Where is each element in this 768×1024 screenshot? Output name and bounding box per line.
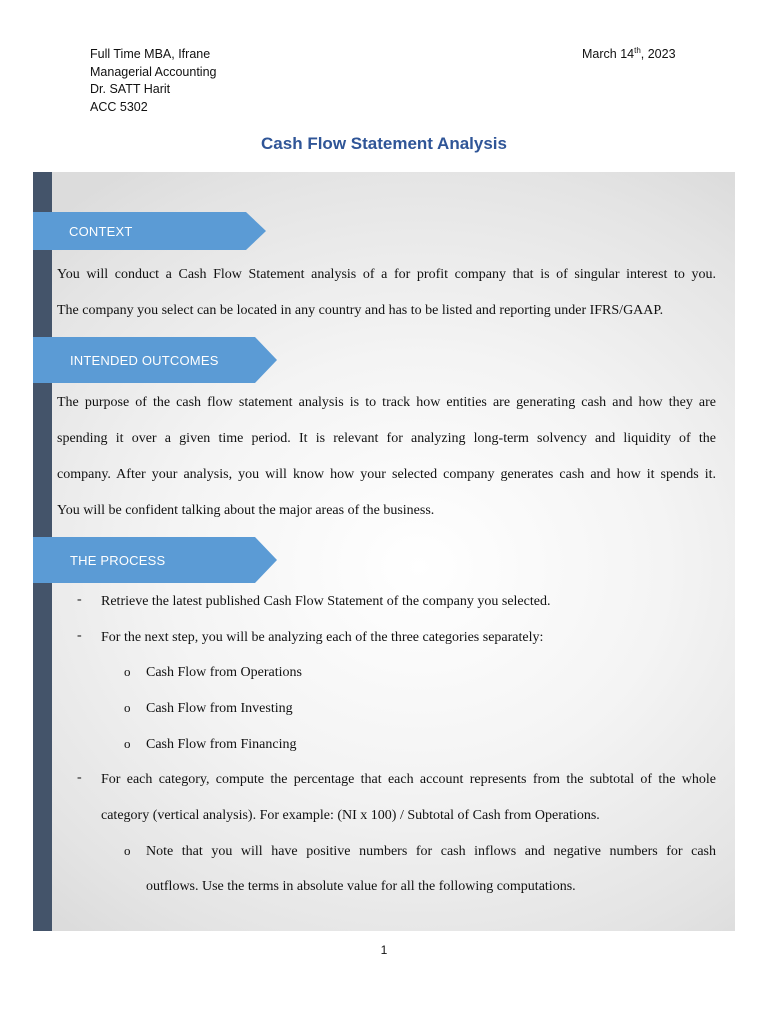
section-banner-context xyxy=(33,212,133,250)
sub-item-operations: Cash Flow from Operations xyxy=(146,665,302,680)
course-line: Managerial Accounting xyxy=(90,64,217,79)
dash-bullet: - xyxy=(77,628,82,643)
banner-arrow-shape xyxy=(33,212,266,250)
sub-item-investing: Cash Flow from Investing xyxy=(146,701,293,716)
section-banner-outcomes xyxy=(33,341,219,379)
section-banner-process xyxy=(33,541,165,579)
dash-bullet: - xyxy=(77,770,82,785)
document-date: March 14th, 2023 xyxy=(582,45,676,61)
process-step-3: For each category, compute the percentage that each account represents from the subtotal of the whole xyxy=(101,772,716,787)
process-step-1: Retrieve the latest published Cash Flow Statement of the company you selected. xyxy=(101,594,551,609)
header-info xyxy=(90,46,216,116)
page-title: Cash Flow Statement Analysis xyxy=(261,134,507,153)
circle-bullet: o xyxy=(124,664,131,679)
course-code-line: ACC 5302 xyxy=(90,99,148,114)
section-label: INTENDED OUTCOMES xyxy=(70,352,219,368)
instructor-line: Dr. SATT Harit xyxy=(90,82,171,96)
circle-bullet: o xyxy=(124,700,131,715)
page-number: 1 xyxy=(380,943,388,957)
section-label: THE PROCESS xyxy=(70,552,166,568)
process-step-3-continued: category (vertical analysis). For example: (NI x 100) / Subtotal of Cash from Operations. xyxy=(101,808,600,823)
circle-bullet: o xyxy=(124,843,131,858)
section-label: CONTEXT xyxy=(69,223,133,239)
process-step-2: For the next step, you will be analyzing each of the three categories separately: xyxy=(101,630,544,645)
sub-item-financing: Cash Flow from Financing xyxy=(146,737,297,752)
process-note-continued: outflows. Use the terms in absolute value for all the following computations. xyxy=(146,879,576,894)
context-paragraph: You will conduct a Cash Flow Statement analysis of a for profit company that is of singular interest to you. The company you select can be located in any country and has to be listed and reporting under IFRS/GAAP. xyxy=(57,267,716,318)
process-note: Note that you will have positive numbers for cash inflows and negative numbers for cash xyxy=(146,844,716,859)
program-line: Full Time MBA, Ifrane xyxy=(90,47,211,61)
outcomes-paragraph: The purpose of the cash flow statement analysis is to track how entities are generating cash and how they are spending it over a given time period. It is relevant for analyzing long-term solvency and liquidity of the company. After your analysis, you will know how your selected company generates cash and how it spends it. You will be confident talking about the major areas of the business. xyxy=(57,395,716,518)
dash-bullet: - xyxy=(77,592,82,607)
circle-bullet: o xyxy=(124,736,131,751)
